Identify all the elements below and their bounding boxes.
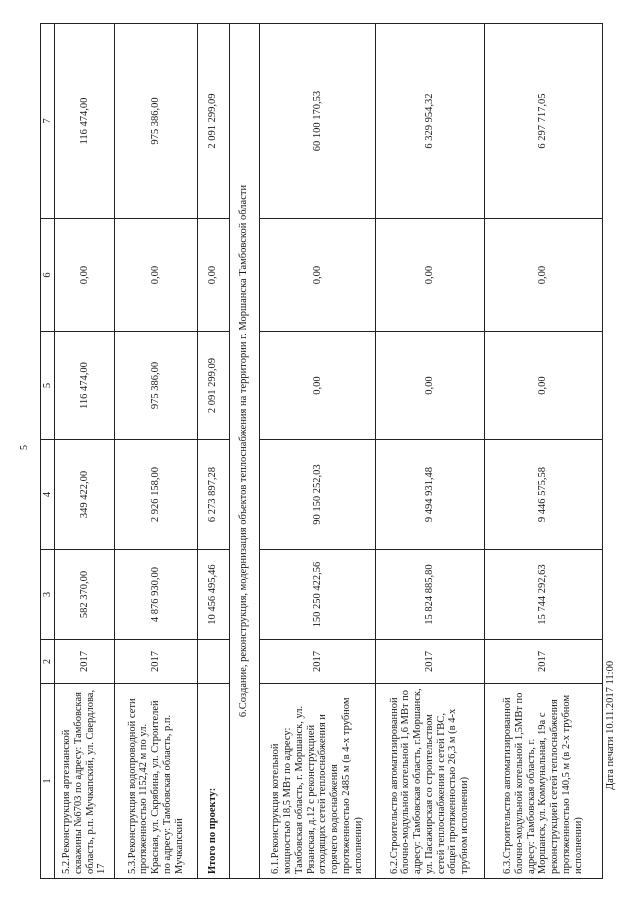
item-value: 349 422,00 [55, 440, 115, 550]
table-row [115, 24, 197, 879]
item-year: 2017 [115, 640, 197, 684]
item-value: 116 474,00 [55, 24, 115, 219]
item-year: 2017 [376, 640, 484, 684]
total-label: Итого по проекту: [197, 684, 229, 879]
total-value: 2 091 299,09 [197, 24, 229, 219]
item-value: 0,00 [376, 332, 484, 440]
item-value: 0,00 [115, 219, 197, 332]
total-value: 0,00 [197, 219, 229, 332]
table-row [55, 24, 115, 879]
column-header: 7 [41, 24, 55, 219]
column-header: 5 [41, 332, 55, 440]
item-value: 9 446 575,58 [484, 440, 602, 550]
item-value: 2 926 158,00 [115, 440, 197, 550]
item-value: 0,00 [55, 219, 115, 332]
total-year [197, 640, 229, 684]
item-name: 6.3.Строительство автоматизированной блочно-модульной котельной 1,5МВт по адресу: Тамбовская область, г. Моршанск, ул. Коммунальная, 19а с реконструкцией сетей теплоснабжения протяженностью 140,5 м (в 2-х трубном исполнении) [484, 684, 602, 879]
column-header: 6 [41, 219, 55, 332]
section-title: 6.Создание, реконструкция, модернизация объектов теплоснабжения на территории г. Моршанска Тамбовской области [229, 24, 259, 879]
item-name: 6.1.Реконструкция котельной мощностью 18,5 МВт по адресу: Тамбовская область, г. Моршанск, ул. Рязанская, д.12 с реконструкцией отходящих сетей теплоснабжения и горячего водоснабжения протяженностью 2485 м (в 4-х трубном исполнении) [259, 684, 375, 879]
table-row [259, 24, 375, 879]
item-value: 975 386,00 [115, 332, 197, 440]
total-value: 6 273 897,28 [197, 440, 229, 550]
total-value: 2 091 299,09 [197, 332, 229, 440]
item-value: 150 250 422,56 [259, 550, 375, 640]
section-header-row [229, 24, 259, 879]
table-row [484, 24, 602, 879]
column-header: 1 [41, 684, 55, 879]
item-value: 0,00 [484, 219, 602, 332]
item-name: 6.2.Строительство автоматизированной блочно-модульной котельной 1,6 МВт по адресу: Тамбовская область, г.Моршанск, ул. Пасажирская со строительством сетей теплоснабжения и сетей ГВС, общей протяженностью 26,3 м (в 4-х трубном исполнении) [376, 684, 484, 879]
column-header: 3 [41, 550, 55, 640]
total-row [197, 24, 229, 879]
column-header: 4 [41, 440, 55, 550]
page-number: 5 [19, 445, 30, 450]
item-value: 9 494 931,48 [376, 440, 484, 550]
item-value: 15 824 885,80 [376, 550, 484, 640]
item-year: 2017 [259, 640, 375, 684]
budget-table [40, 23, 603, 879]
item-year: 2017 [484, 640, 602, 684]
item-value: 116 474,00 [55, 332, 115, 440]
item-value: 0,00 [376, 219, 484, 332]
item-value: 975 386,00 [115, 24, 197, 219]
rotated-table-container [40, 24, 603, 879]
item-value: 6 329 954,32 [376, 24, 484, 219]
item-name: 5.2.Реконструкция артезианской скважины №6703 по адресу: Тамбовская область, р.п. Мучкапский, ул. Свердлова, 17 [55, 684, 115, 879]
item-value: 15 744 292,63 [484, 550, 602, 640]
item-value: 90 150 252,03 [259, 440, 375, 550]
table-row [376, 24, 484, 879]
item-value: 4 876 930,00 [115, 550, 197, 640]
total-value: 10 456 495,46 [197, 550, 229, 640]
item-value: 60 100 170,53 [259, 24, 375, 219]
item-value: 6 297 717,05 [484, 24, 602, 219]
item-year: 2017 [55, 640, 115, 684]
item-value: 582 370,00 [55, 550, 115, 640]
header-row [41, 24, 55, 879]
print-date: Дата печати 10.11.2017 11:00 [605, 660, 616, 790]
item-value: 0,00 [259, 219, 375, 332]
item-value: 0,00 [484, 332, 602, 440]
document-sheet [40, 24, 603, 879]
column-header: 2 [41, 640, 55, 684]
item-value: 0,00 [259, 332, 375, 440]
item-name: 5.3.Реконструкция водопроводной сети протяженностью 1152,42 м по ул. Красная, ул. Скрябина, ул. Строителей по адресу: Тамбовская область, р.п. Мучкапский [115, 684, 197, 879]
